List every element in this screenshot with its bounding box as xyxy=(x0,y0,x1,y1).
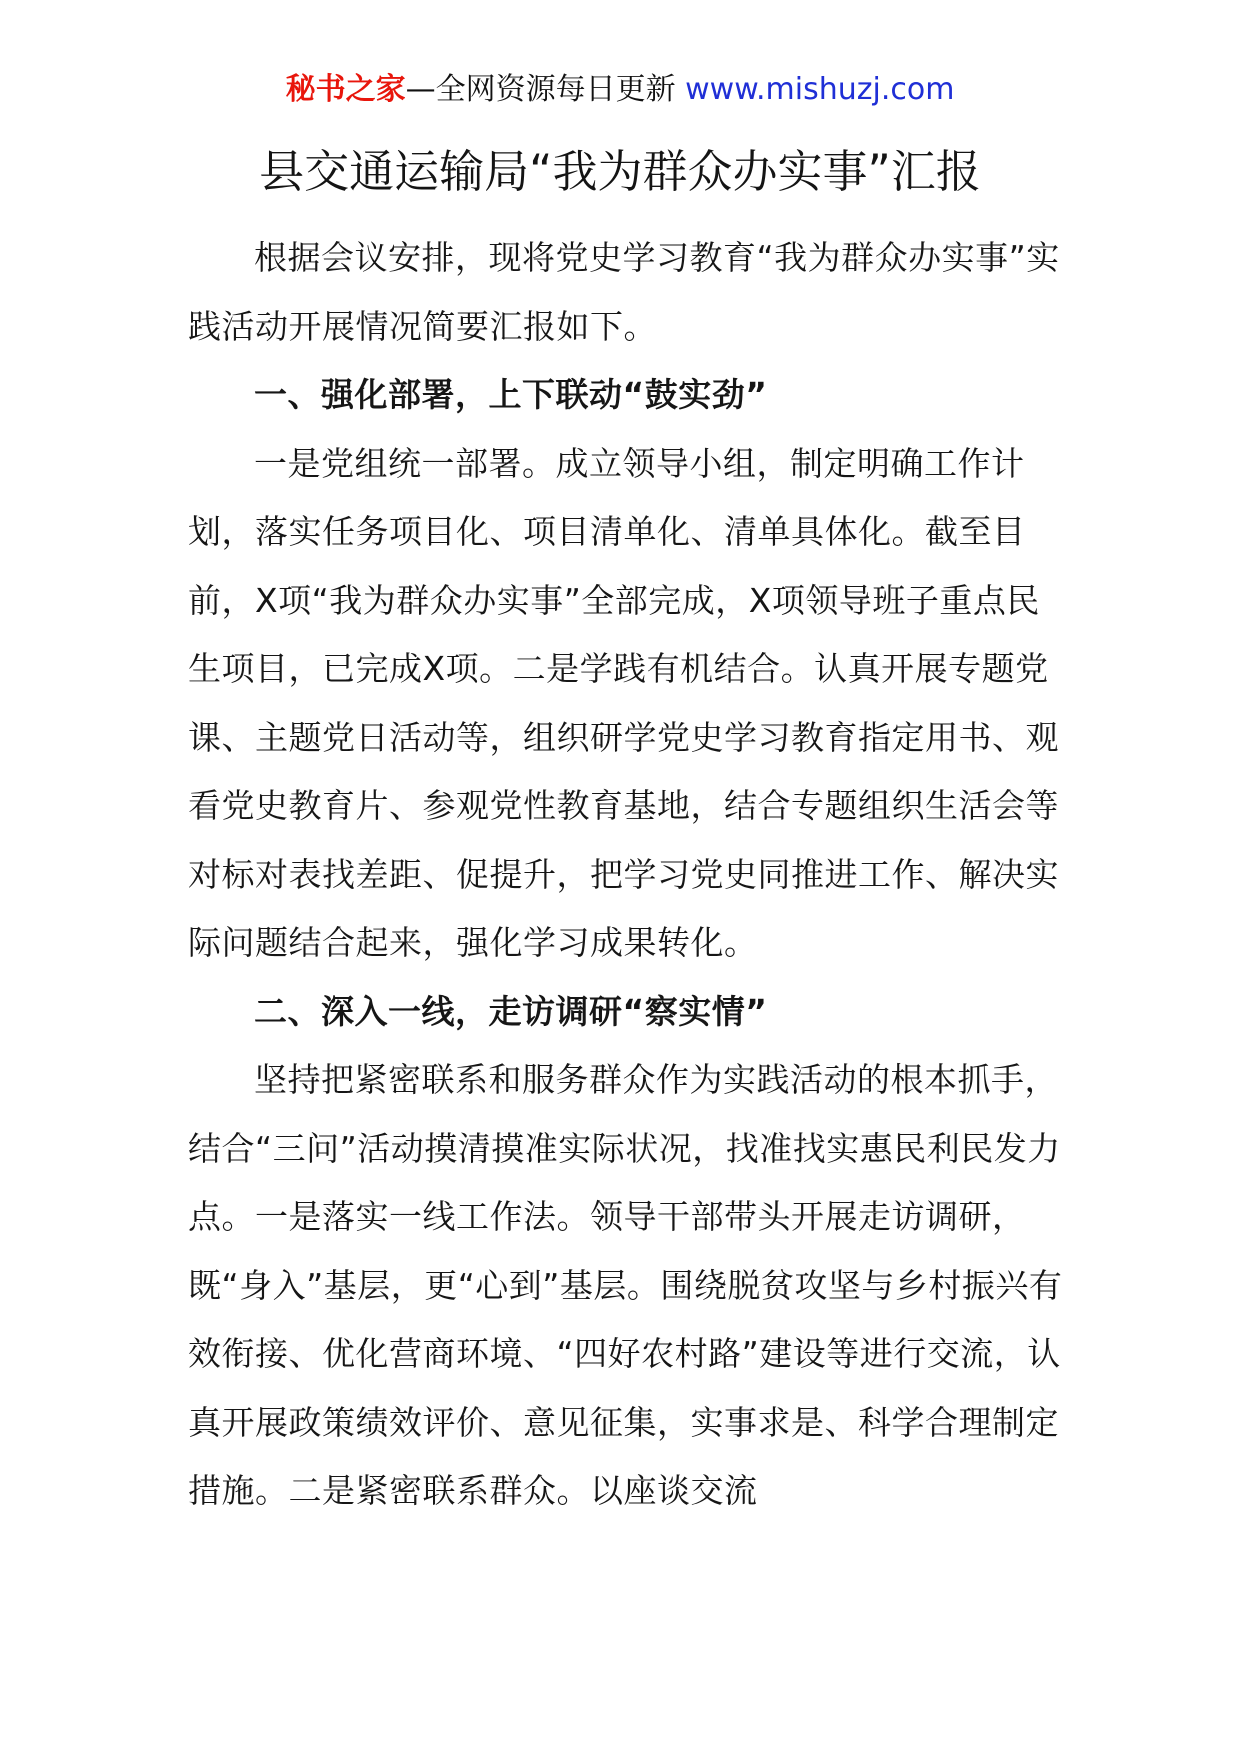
section-1-paragraph: 一是党组统一部署。成立领导小组，制定明确工作计划，落实任务项目化、项目清单化、清单具体化。截至目前，X项“我为群众办实事”全部完成，X项领导班子重点民生项目，已完成X项。二是学践有机结合。认真开展专题党课、主题党日活动等，组织研学党史学习教育指定用书、观看党史教育片、参观党性教育基地，结合专题组织生活会等对标对表找差距、促提升，把学习党史同推进工作、解决实际问题结合起来，强化学习成果转化。 xyxy=(188,443,1059,962)
intro-paragraph: 根据会议安排，现将党史学习教育“我为群众办实事”实践活动开展情况简要汇报如下。 xyxy=(188,238,1060,346)
section-2-paragraph: 坚持把紧密联系和服务群众作为实践活动的根本抓手，结合“三问”活动摸清摸准实际状况，找准找实惠民利民发力点。一是落实一线工作法。领导干部带头开展走访调研，既“身入”基层，更“心到”基层。围绕脱贫攻坚与乡村振兴有效衔接、优化营商环境、“四好农村路”建设等进行交流，认真开展政策绩效评价、意见征集，实事求是、科学合理制定措施。二是紧密联系群众。以座谈交流 xyxy=(188,1060,1063,1510)
section-heading-1: 一、强化部署，上下联动“鼓实劲” xyxy=(254,375,768,414)
document-body xyxy=(188,224,1068,1526)
section-heading-2: 二、深入一线，走访调研“察实情” xyxy=(254,991,768,1031)
brand-slogan: —全网资源每日更新 xyxy=(405,72,676,107)
site-banner xyxy=(0,68,1240,112)
site-url-link[interactable]: www.mishuzj.com xyxy=(685,72,955,107)
document-title: 县交通运输局“我为群众办实事”汇报 xyxy=(259,145,981,198)
brand-name: 秘书之家 xyxy=(285,72,406,107)
